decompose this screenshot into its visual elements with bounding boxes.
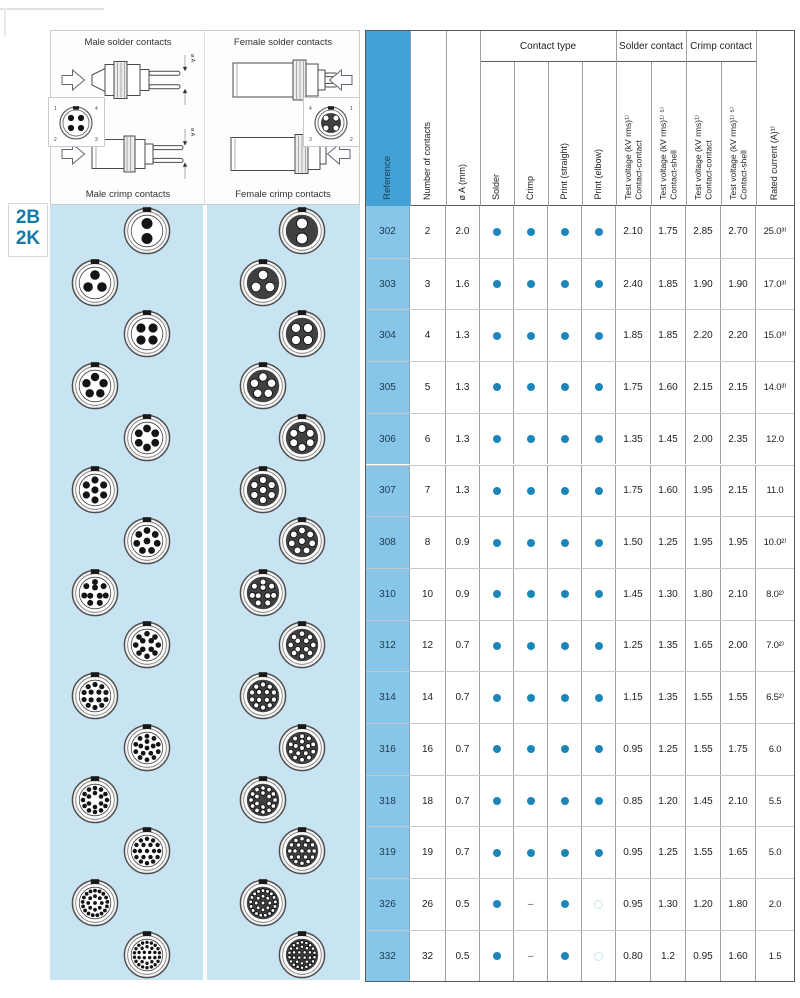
cell-reference: 306: [366, 414, 410, 465]
cell-crimp-cs: 1.90: [721, 259, 756, 310]
contact-available-dot-icon: [527, 642, 535, 650]
column-header-solder-tv-contact-shell: Test voltage (kV rms)¹⁾ ⁵⁾ Contact-shell: [657, 107, 679, 200]
contact-available-dot-icon: [595, 745, 603, 753]
cell-print-elbow: [582, 672, 616, 723]
contact-available-dot-icon: [493, 228, 501, 236]
cell-contacts: 18: [410, 776, 446, 827]
contact-number: 4: [309, 106, 312, 112]
cell-crimp-cc: 0.95: [686, 931, 721, 982]
cell-solder-cs: 1.60: [651, 362, 686, 413]
cell-reference: 304: [366, 310, 410, 361]
male-face-view-box: [48, 97, 105, 147]
cell-contacts: 6: [410, 414, 446, 465]
cell-solder-cc: 1.25: [616, 621, 651, 672]
cell-crimp-cc: 1.55: [686, 827, 721, 878]
cell-rated: 5.0: [768, 847, 782, 859]
cell-diameter: 1.3: [446, 466, 480, 517]
cell-solder: [480, 362, 514, 413]
cell-crimp: –: [514, 879, 548, 930]
cell-crimp-cs: 2.00: [721, 621, 756, 672]
cell-print-straight: [548, 310, 582, 361]
cell-solder-cc: 2.10: [616, 206, 651, 258]
cell-print-straight: [548, 776, 582, 827]
cell-solder-cs: 1.30: [651, 879, 686, 930]
cell-print-elbow: [582, 776, 616, 827]
cell-reference: 316: [366, 724, 410, 775]
cell-crimp-cc: 2.15: [686, 362, 721, 413]
cell-crimp-cs: 2.20: [721, 310, 756, 361]
cell-crimp: [514, 827, 548, 878]
cell-print-elbow: [582, 206, 616, 258]
cell-solder-cc: 1.45: [616, 569, 651, 620]
cell-crimp-cc: 1.90: [686, 259, 721, 310]
cell-contacts: 2: [410, 206, 446, 258]
cell-rated: 17.0³⁾: [763, 278, 787, 290]
cell-print-straight: [548, 414, 582, 465]
male-inserts-column: [50, 205, 203, 980]
cell-crimp-cc: 1.55: [686, 724, 721, 775]
contact-available-dot-icon: [595, 590, 603, 598]
cell-solder-cs: 1.25: [651, 517, 686, 568]
cell-solder-cc: 1.15: [616, 672, 651, 723]
contact-available-dot-icon: [493, 694, 501, 702]
series-code-2k: 2K: [15, 228, 41, 250]
contact-available-dot-icon: [527, 332, 535, 340]
cell-reference: 307: [366, 466, 410, 517]
cell-crimp-cs: 2.15: [721, 362, 756, 413]
contact-available-dot-icon: [561, 590, 569, 598]
cell-diameter: 0.9: [446, 517, 480, 568]
cell-solder-cc: 0.80: [616, 931, 651, 982]
male-solder-label: Male solder contacts: [84, 37, 172, 48]
contact-available-dot-icon: [561, 280, 569, 288]
contact-number: 2: [350, 137, 353, 143]
cell-diameter: 0.7: [446, 776, 480, 827]
cell-crimp-cc: 2.20: [686, 310, 721, 361]
cell-diameter: 0.7: [446, 724, 480, 775]
cell-solder-cs: 1.45: [651, 414, 686, 465]
series-code-box: [8, 203, 48, 257]
cell-diameter: 2.0: [446, 206, 480, 258]
diagram-column-divider: [204, 31, 205, 204]
table-row: [366, 930, 794, 982]
contact-number: 3: [309, 137, 312, 143]
cell-print-straight: [548, 466, 582, 517]
cell-crimp-cs: 2.15: [721, 466, 756, 517]
cell-solder: [480, 466, 514, 517]
group-header-contact-type: Contact type: [480, 31, 616, 62]
contact-available-dot-icon: [561, 539, 569, 547]
page-corner-mark-vertical: [4, 8, 6, 36]
table-row: [366, 620, 794, 672]
contact-available-dot-icon: [595, 228, 603, 236]
contact-available-dot-icon: [493, 952, 501, 960]
column-header-rated-current: Rated current (A)¹⁾: [769, 125, 780, 200]
cell-print-elbow: [582, 362, 616, 413]
cell-crimp: [514, 206, 548, 258]
cell-rated: 7.0²⁾: [766, 640, 784, 652]
cell-crimp: [514, 672, 548, 723]
female-solder-label: Female solder contacts: [233, 37, 333, 48]
cell-solder: [480, 517, 514, 568]
contact-available-dot-icon: [595, 435, 603, 443]
contact-available-dot-icon: [595, 383, 603, 391]
contact-available-dot-icon: [561, 694, 569, 702]
male-face-view-icon: [49, 98, 104, 146]
contact-available-dot-icon: [493, 642, 501, 650]
table-row: [366, 465, 794, 517]
contact-available-dot-icon: [493, 849, 501, 857]
contact-available-dot-icon: [527, 694, 535, 702]
cell-print-elbow: [582, 931, 616, 982]
contact-available-dot-icon: [595, 539, 603, 547]
contact-number: 3: [95, 137, 98, 143]
page-corner-mark-horizontal: [0, 8, 104, 10]
cell-crimp-cc: 1.95: [686, 466, 721, 517]
female-crimp-label: Female crimp contacts: [235, 189, 331, 200]
contact-available-dot-icon: [561, 797, 569, 805]
cell-contacts: 26: [410, 879, 446, 930]
cell-solder: [480, 414, 514, 465]
cell-crimp-cc: 1.55: [686, 672, 721, 723]
cell-crimp: [514, 414, 548, 465]
table-row: [366, 878, 794, 930]
contact-available-dot-icon: [595, 487, 603, 495]
table-row: [366, 413, 794, 465]
cell-contacts: 7: [410, 466, 446, 517]
cell-crimp: [514, 724, 548, 775]
contact-available-dot-icon: [493, 539, 501, 547]
cell-diameter: 0.7: [446, 621, 480, 672]
contact-available-dot-icon: [527, 435, 535, 443]
contact-available-dot-icon: [595, 694, 603, 702]
cell-rated: 5.5: [768, 795, 782, 807]
cell-solder-cs: 1.2: [651, 931, 686, 982]
contact-available-dot-icon: [561, 745, 569, 753]
cell-rated: 8.0²⁾: [766, 588, 784, 600]
contact-number: 2: [54, 137, 57, 143]
cell-solder-cs: 1.20: [651, 776, 686, 827]
male-crimp-label: Male crimp contacts: [85, 189, 171, 200]
cell-contacts: 10: [410, 569, 446, 620]
cell-diameter: 1.3: [446, 414, 480, 465]
cell-solder-cs: 1.60: [651, 466, 686, 517]
direction-arrow-right-icon: [62, 70, 85, 90]
contact-available-dot-icon: [493, 435, 501, 443]
cell-print-straight: [548, 827, 582, 878]
contact-available-dot-icon: [493, 590, 501, 598]
contact-available-dot-icon: [527, 797, 535, 805]
contact-available-dot-icon: [561, 228, 569, 236]
cell-contacts: 14: [410, 672, 446, 723]
cell-contacts: 8: [410, 517, 446, 568]
table-row: [366, 775, 794, 827]
cell-reference: 310: [366, 569, 410, 620]
column-header-number-of-contacts: Number of contacts: [422, 121, 433, 200]
contact-open-circle-icon: [594, 900, 603, 909]
cell-rated: 12.0: [766, 433, 784, 445]
cell-solder-cs: 1.25: [651, 724, 686, 775]
cell-crimp-cs: 1.80: [721, 879, 756, 930]
contact-available-dot-icon: [561, 952, 569, 960]
cell-print-elbow: [582, 879, 616, 930]
contact-available-dot-icon: [561, 435, 569, 443]
cell-crimp: [514, 362, 548, 413]
cell-rated: 15.0³⁾: [763, 330, 787, 342]
table-row: [366, 671, 794, 723]
column-header-print-elbow: Print (elbow): [593, 149, 604, 200]
contact-available-dot-icon: [595, 332, 603, 340]
contact-available-dot-icon: [493, 745, 501, 753]
cell-print-elbow: [582, 724, 616, 775]
cell-rated: 6.5²⁾: [766, 692, 784, 704]
cell-reference: 318: [366, 776, 410, 827]
cell-reference: 314: [366, 672, 410, 723]
cell-crimp-cc: 2.85: [686, 206, 721, 258]
column-header-print-straight: Print (straight): [559, 143, 570, 200]
cell-diameter: 0.7: [446, 672, 480, 723]
cell-solder-cs: 1.30: [651, 569, 686, 620]
cell-solder-cc: 1.75: [616, 466, 651, 517]
cell-crimp-cc: 1.65: [686, 621, 721, 672]
cell-print-elbow: [582, 569, 616, 620]
cell-diameter: 1.3: [446, 362, 480, 413]
contact-available-dot-icon: [527, 849, 535, 857]
cell-crimp-cc: 1.20: [686, 879, 721, 930]
contact-open-circle-icon: [594, 952, 603, 961]
cell-solder-cc: 2.40: [616, 259, 651, 310]
cell-solder-cc: 1.35: [616, 414, 651, 465]
column-header-crimp-tv-contact-contact: Test voltage (kV rms)¹⁾ Contact-contact: [692, 115, 714, 200]
cell-print-straight: [548, 259, 582, 310]
cell-solder-cs: 1.75: [651, 206, 686, 258]
cell-print-elbow: [582, 517, 616, 568]
contact-available-dot-icon: [595, 797, 603, 805]
table-row: [366, 309, 794, 361]
cell-crimp-cc: 1.95: [686, 517, 721, 568]
cell-crimp-cs: 2.70: [721, 206, 756, 258]
cell-rated: 2.0: [768, 898, 782, 910]
cell-crimp: [514, 621, 548, 672]
contact-available-dot-icon: [493, 280, 501, 288]
cell-solder: [480, 776, 514, 827]
cell-reference: 303: [366, 259, 410, 310]
cell-solder-cc: 0.95: [616, 827, 651, 878]
cell-diameter: 0.7: [446, 827, 480, 878]
cell-solder: [480, 569, 514, 620]
contact-number: 4: [95, 106, 98, 112]
contact-available-dot-icon: [561, 642, 569, 650]
cell-solder-cc: 0.85: [616, 776, 651, 827]
table-header: [366, 31, 794, 206]
column-header-solder-tv-contact-contact: Test voltage (kV rms)¹⁾ Contact-contact: [622, 115, 644, 200]
cell-print-straight: [548, 672, 582, 723]
cell-print-elbow: [582, 466, 616, 517]
cell-crimp-cs: 1.95: [721, 517, 756, 568]
table-row: [366, 516, 794, 568]
table-row: [366, 568, 794, 620]
cell-diameter: 1.6: [446, 259, 480, 310]
female-face-view-box: [303, 97, 360, 147]
contact-available-dot-icon: [527, 745, 535, 753]
contact-number: 1: [350, 106, 353, 112]
cell-solder: [480, 259, 514, 310]
cell-crimp-cs: 1.55: [721, 672, 756, 723]
cell-solder-cs: 1.25: [651, 827, 686, 878]
cell-crimp-cc: 1.45: [686, 776, 721, 827]
cell-crimp-cs: 1.75: [721, 724, 756, 775]
contact-available-dot-icon: [527, 539, 535, 547]
cell-solder-cs: 1.35: [651, 672, 686, 723]
cell-contacts: 3: [410, 259, 446, 310]
cell-contacts: 19: [410, 827, 446, 878]
series-code-2b: 2B: [15, 207, 41, 228]
cell-print-elbow: [582, 310, 616, 361]
column-header-solder: Solder: [491, 173, 502, 200]
cell-crimp-cs: 2.10: [721, 569, 756, 620]
contact-available-dot-icon: [493, 900, 501, 908]
cell-crimp: [514, 466, 548, 517]
column-header-crimp: Crimp: [525, 176, 536, 200]
cell-crimp-cc: 1.80: [686, 569, 721, 620]
contact-available-dot-icon: [527, 228, 535, 236]
contact-available-dot-icon: [561, 487, 569, 495]
cell-reference: 319: [366, 827, 410, 878]
cell-print-straight: [548, 931, 582, 982]
cell-solder: [480, 206, 514, 258]
table-row: [366, 361, 794, 413]
group-header-solder-contact: Solder contact: [616, 31, 686, 62]
contact-available-dot-icon: [493, 487, 501, 495]
cell-crimp: [514, 569, 548, 620]
cell-crimp-cs: 1.60: [721, 931, 756, 982]
cell-diameter: 0.5: [446, 879, 480, 930]
cell-print-elbow: [582, 259, 616, 310]
cell-print-straight: [548, 206, 582, 258]
cell-contacts: 32: [410, 931, 446, 982]
cell-solder: [480, 310, 514, 361]
contact-available-dot-icon: [595, 280, 603, 288]
cell-crimp-cs: 2.10: [721, 776, 756, 827]
cell-crimp-cs: 2.35: [721, 414, 756, 465]
cell-rated: 11.0: [766, 485, 784, 497]
cell-contacts: 16: [410, 724, 446, 775]
cell-solder-cc: 1.50: [616, 517, 651, 568]
cell-diameter: 0.9: [446, 569, 480, 620]
cell-solder: [480, 621, 514, 672]
cell-diameter: 1.3: [446, 310, 480, 361]
column-header-diameter: ø A (mm): [457, 163, 468, 200]
cell-solder: [480, 879, 514, 930]
cell-solder-cs: 1.35: [651, 621, 686, 672]
contact-available-dot-icon: [527, 383, 535, 391]
cell-solder-cc: 0.95: [616, 879, 651, 930]
cell-solder: [480, 672, 514, 723]
column-header-reference: Reference: [382, 156, 394, 200]
column-header-crimp-tv-contact-shell: Test voltage (kV rms)¹⁾ ⁵⁾ Contact-shell: [727, 107, 749, 200]
contacts-data-table: [365, 30, 795, 982]
table-row: [366, 826, 794, 878]
cell-solder-cs: 1.85: [651, 310, 686, 361]
table-row: [366, 723, 794, 775]
cell-reference: 312: [366, 621, 410, 672]
contact-available-dot-icon: [527, 590, 535, 598]
cell-solder: [480, 827, 514, 878]
contact-available-dot-icon: [595, 849, 603, 857]
contact-available-dot-icon: [493, 383, 501, 391]
cell-print-straight: [548, 621, 582, 672]
cell-reference: 332: [366, 931, 410, 982]
cell-print-straight: [548, 724, 582, 775]
cell-solder-cc: 1.75: [616, 362, 651, 413]
cell-rated: 10.0²⁾: [763, 537, 787, 549]
cell-print-straight: [548, 362, 582, 413]
contact-available-dot-icon: [527, 280, 535, 288]
group-header-crimp-contact: Crimp contact: [686, 31, 756, 62]
cell-print-straight: [548, 569, 582, 620]
cell-crimp-cc: 2.00: [686, 414, 721, 465]
cell-contacts: 5: [410, 362, 446, 413]
contact-available-dot-icon: [493, 332, 501, 340]
cell-print-straight: [548, 517, 582, 568]
cell-solder: [480, 931, 514, 982]
cell-contacts: 12: [410, 621, 446, 672]
cell-diameter: 0.5: [446, 931, 480, 982]
cell-reference: 302: [366, 206, 410, 258]
cell-solder-cs: 1.85: [651, 259, 686, 310]
contact-available-dot-icon: [561, 849, 569, 857]
cell-crimp: [514, 259, 548, 310]
contact-number: 1: [54, 106, 57, 112]
contact-available-dot-icon: [527, 487, 535, 495]
cell-solder-cc: 1.85: [616, 310, 651, 361]
table-row: [366, 206, 794, 258]
cell-print-elbow: [582, 621, 616, 672]
female-inserts-column: [207, 205, 360, 980]
cell-contacts: 4: [410, 310, 446, 361]
cell-reference: 308: [366, 517, 410, 568]
cell-crimp: [514, 517, 548, 568]
cell-rated: 14.0³⁾: [763, 381, 787, 393]
contact-available-dot-icon: [493, 797, 501, 805]
cell-rated: 6.0: [768, 743, 782, 755]
cell-crimp-cs: 1.65: [721, 827, 756, 878]
cell-print-elbow: [582, 827, 616, 878]
female-face-view-icon: [304, 98, 359, 146]
contact-available-dot-icon: [595, 642, 603, 650]
cell-solder: [480, 724, 514, 775]
contact-available-dot-icon: [561, 383, 569, 391]
cell-crimp: –: [514, 931, 548, 982]
cell-reference: 305: [366, 362, 410, 413]
cell-print-elbow: [582, 414, 616, 465]
cell-reference: 326: [366, 879, 410, 930]
cell-crimp: [514, 310, 548, 361]
dim-label-oa: ø A: [189, 54, 195, 63]
contact-available-dot-icon: [561, 332, 569, 340]
contact-available-dot-icon: [561, 900, 569, 908]
dim-label-oa: ø A: [189, 128, 195, 137]
cell-rated: 1.5: [768, 950, 782, 962]
cell-rated: 25.0³⁾: [763, 226, 787, 238]
cell-solder-cc: 0.95: [616, 724, 651, 775]
table-row: [366, 258, 794, 310]
cell-crimp: [514, 776, 548, 827]
cell-print-straight: [548, 879, 582, 930]
